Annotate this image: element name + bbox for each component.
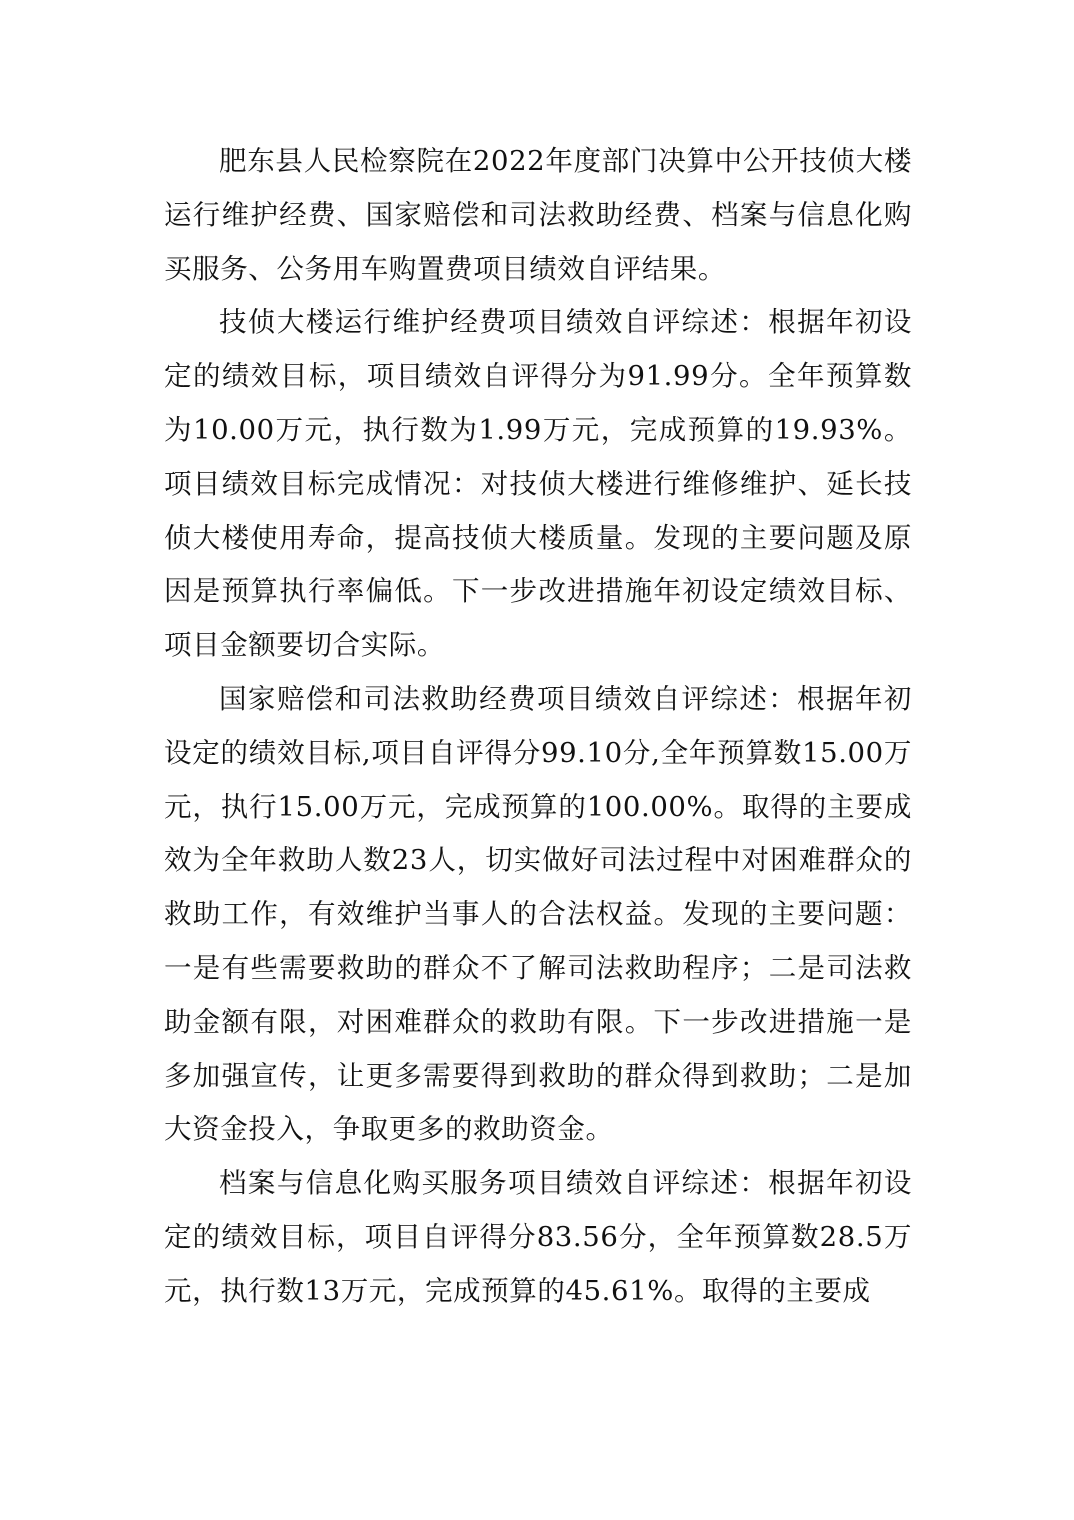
paragraph-intro: 肥东县人民检察院在2022年度部门决算中公开技侦大楼运行维护经费、国家赔偿和司法救助经费、档案与信息化购买服务、公务用车购置费项目绩效自评结果。 [164, 145, 912, 285]
paragraph-archives-it-services: 档案与信息化购买服务项目绩效自评综述：根据年初设定的绩效目标，项目自评得分83.56分，全年预算数28.5万元，执行数13万元，完成预算的45.61%。取得的主要成 [164, 1167, 912, 1307]
paragraph-judicial-aid: 国家赔偿和司法救助经费项目绩效自评综述：根据年初设定的绩效目标,项目自评得分99.10分,全年预算数15.00万元，执行15.00万元，完成预算的100.00%。取得的主要成效为全年救助人数23人，切实做好司法过程中对困难群众的救助工作，有效维护当事人的合法权益。发现的主要问题：一是有些需要救助的群众不了解司法救助程序；二是司法救助金额有限，对困难群众的救助有限。下一步改进措施一是多加强宣传，让更多需要得到救助的群众得到救助；二是加大资金投入，争取更多的救助资金。 [164, 682, 912, 1146]
paragraph-building-maintenance: 技侦大楼运行维护经费项目绩效自评综述：根据年初设定的绩效目标，项目绩效自评得分为91.99分。全年预算数为10.00万元，执行数为1.99万元，完成预算的19.93%。项目绩效目标完成情况：对技侦大楼进行维修维护、延长技侦大楼使用寿命，提高技侦大楼质量。发现的主要问题及原因是预算执行率偏低。下一步改进措施年初设定绩效目标、项目金额要切合实际。 [164, 306, 912, 662]
document-body [164, 135, 912, 1319]
